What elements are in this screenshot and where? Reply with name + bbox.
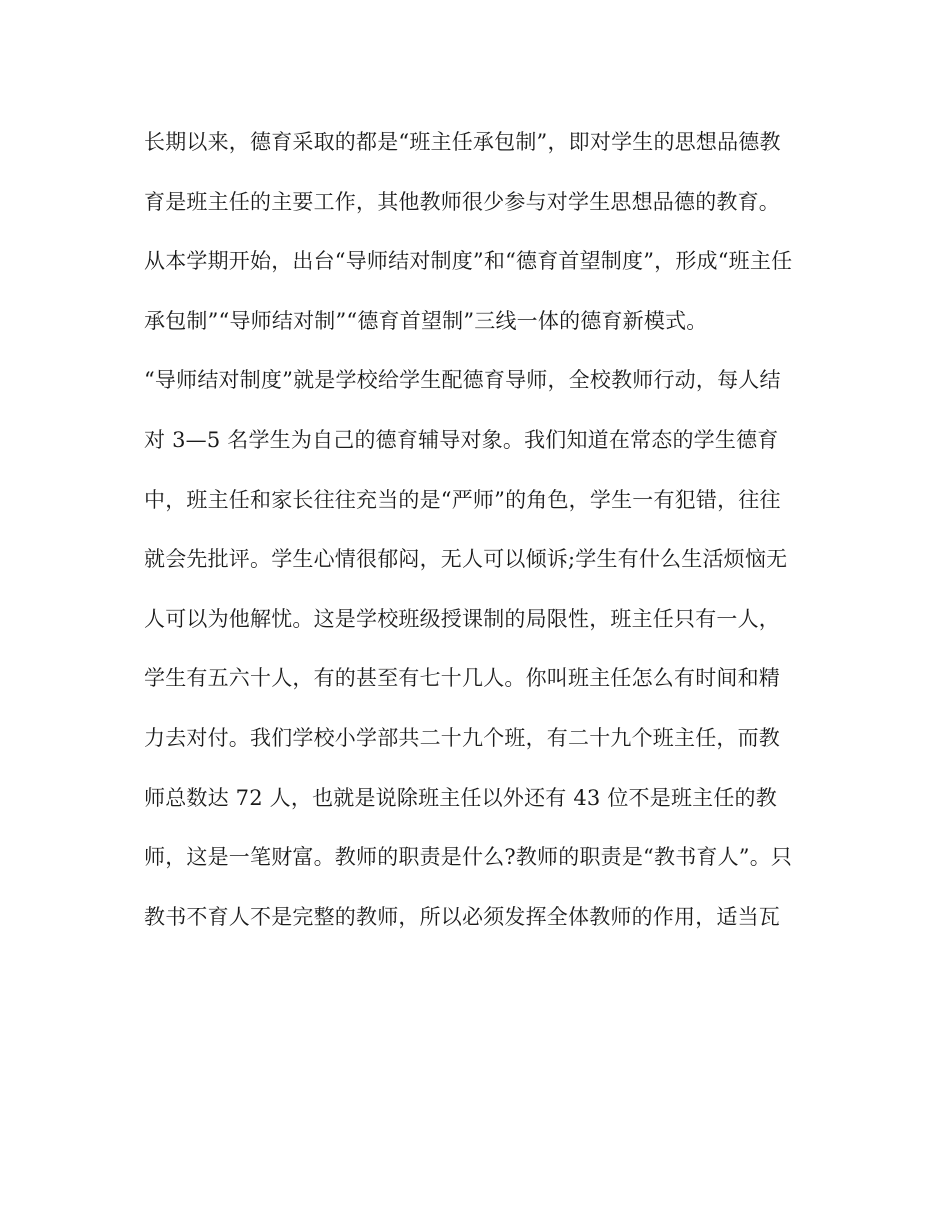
text-line: 承包制”“导师结对制”“德育首望制”三线一体的德育新模式。 <box>144 308 708 333</box>
text-line: 力去对付。我们学校小学部共二十九个班，有二十九个班主任，而教 <box>144 725 780 750</box>
text-line: 师总数达 72 人，也就是说除班主任以外还有 43 位不是班主任的教 <box>144 785 777 810</box>
text-line: 学生有五六十人，有的甚至有七十几人。你叫班主任怎么有时间和精 <box>144 666 780 691</box>
text-line: 就会先批评。学生心情很郁闷，无人可以倾诉;学生有什么生活烦恼无 <box>144 547 788 572</box>
text-line: 人可以为他解忧。这是学校班级授课制的局限性，班主任只有一人， <box>144 606 780 631</box>
text-line: 师，这是一笔财富。教师的职责是什么?教师的职责是“教书育人”。只 <box>144 845 793 870</box>
body-text <box>144 120 814 954</box>
text-line: 对 3—5 名学生为自己的德育辅导对象。我们知道在常态的学生德育 <box>144 427 779 452</box>
text-line: 教书不育人不是完整的教师，所以必须发挥全体教师的作用，适当瓦 <box>144 904 780 929</box>
text-line: 从本学期开始，出台“导师结对制度”和“德育首望制度”，形成“班主任 <box>144 249 793 274</box>
text-line: 长期以来，德育采取的都是“班主任承包制”，即对学生的思想品德教 <box>144 130 781 154</box>
text-line: 育是班主任的主要工作，其他教师很少参与对学生思想品德的教育。 <box>144 189 780 214</box>
text-line: “导师结对制度”就是学校给学生配德育导师，全校教师行动，每人结 <box>144 368 781 393</box>
text-line: 中，班主任和家长往往充当的是“严师”的角色，学生一有犯错，往往 <box>144 487 781 512</box>
